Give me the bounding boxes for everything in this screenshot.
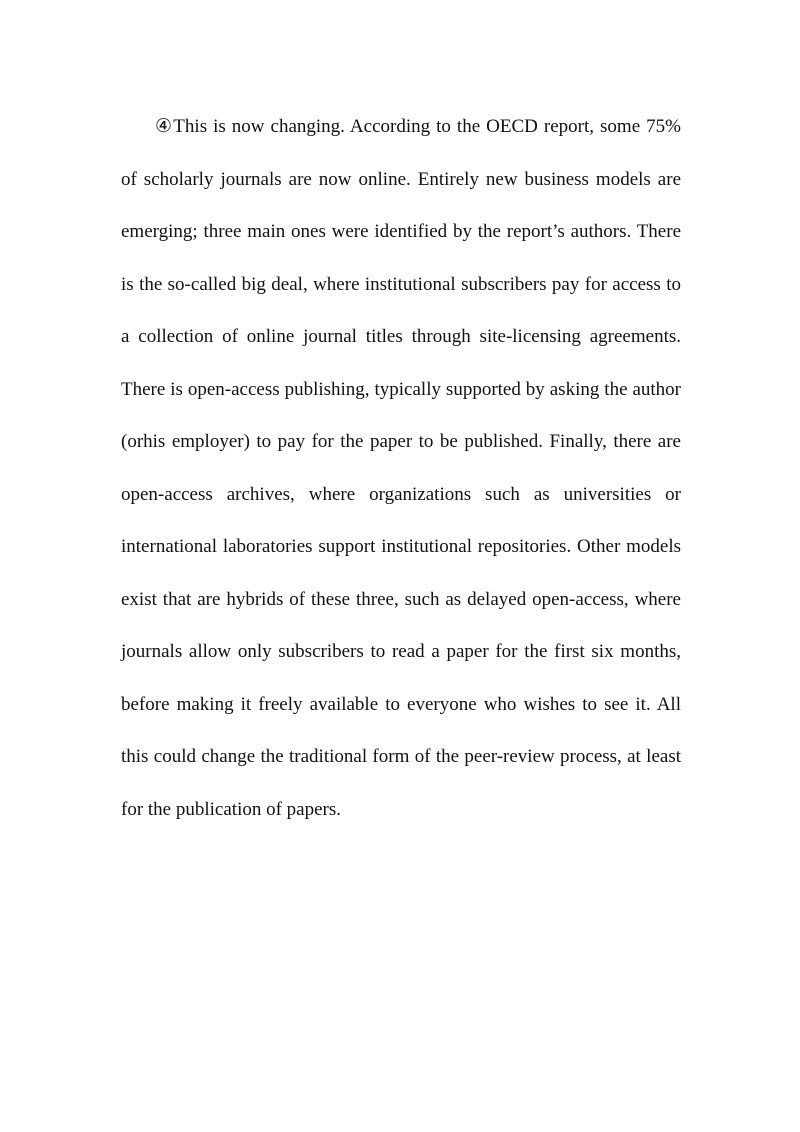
paragraph-line: (orhis employer) to pay for the paper to be published. Finally, there are [121, 431, 681, 452]
paragraph-line: this could change the traditional form of the peer-review process, at least [121, 746, 681, 767]
paragraph-line: ④This is now changing. According to the OECD report, some 75% [155, 116, 681, 137]
paragraph-line: There is open-access publishing, typically supported by asking the author [121, 378, 681, 400]
paragraph-line: a collection of online journal titles through site-licensing agreements. [121, 326, 681, 347]
paragraph-line: exist that are hybrids of these three, such as delayed open-access, where [121, 588, 681, 610]
paragraph-4 [121, 107, 681, 842]
paragraph-line: emerging; three main ones were identified by the report’s authors. There [121, 221, 681, 242]
paragraph-line: for the publication of papers. [121, 798, 342, 820]
paragraph-line: open-access archives, where organizations such as universities or [121, 483, 681, 505]
paragraph-line: is the so-called big deal, where institutional subscribers pay for access to [121, 273, 681, 295]
paragraph-line: of scholarly journals are now online. Entirely new business models are [121, 168, 681, 190]
paragraph-line: international laboratories support institutional repositories. Other models [121, 536, 681, 557]
paragraph-line: journals allow only subscribers to read a paper for the first six months, [121, 641, 681, 662]
paragraph-line: before making it freely available to everyone who wishes to see it. All [121, 693, 681, 715]
